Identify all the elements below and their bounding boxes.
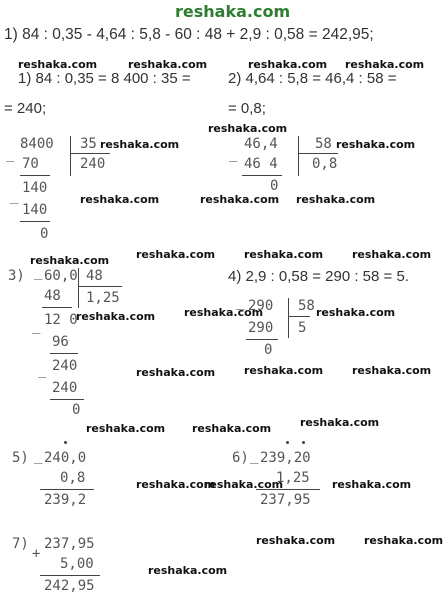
watermark: reshaka.com xyxy=(86,422,166,435)
step1-rule xyxy=(20,221,50,222)
step4-line: 4) 2,9 : 0,58 = 290 : 58 = 5. xyxy=(228,268,409,285)
step1-step: 0 xyxy=(40,226,49,242)
step1-dividend: 8400 xyxy=(20,136,54,152)
step1-rule xyxy=(20,175,50,176)
step4-dividend: 290 xyxy=(248,298,274,314)
watermark: reshaka.com xyxy=(244,364,324,377)
step4-quotient: 5 xyxy=(298,320,307,336)
step1-step: 140 xyxy=(22,180,48,196)
step2-step: 46 4 xyxy=(244,156,278,172)
step3-label: 3) xyxy=(8,268,25,284)
site-logo: reshaka.com xyxy=(175,2,291,21)
watermark: reshaka.com xyxy=(316,306,396,319)
watermark: reshaka.com xyxy=(332,478,412,491)
step6-top: 239,20 xyxy=(260,450,311,466)
watermark: reshaka.com xyxy=(136,478,216,491)
step5-rule xyxy=(40,489,94,490)
step3-step: 240 xyxy=(52,358,78,374)
watermark: reshaka.com xyxy=(364,534,444,547)
step5-label: 5) xyxy=(12,450,29,466)
step3-divisor-line xyxy=(78,268,79,308)
step2-step: 0 xyxy=(270,178,279,194)
step6-label: 6) xyxy=(232,450,249,466)
step3-divisor: 48 xyxy=(86,268,103,284)
step6-dot xyxy=(302,441,305,444)
watermark: reshaka.com xyxy=(300,416,380,429)
step2-quotient-line xyxy=(298,153,338,154)
step1-quotient-line xyxy=(70,153,110,154)
step3-step: 240 xyxy=(52,380,78,396)
step3-dividend: 60,0 xyxy=(44,268,78,284)
step4-step: 290 xyxy=(248,320,274,336)
watermark: reshaka.com xyxy=(244,248,324,261)
step2-divisor: 58 xyxy=(315,136,332,152)
watermark: reshaka.com xyxy=(184,306,264,319)
step7-rule xyxy=(40,575,100,576)
step3-quotient: 1,25 xyxy=(86,290,120,306)
step3-step: 48 xyxy=(44,288,61,304)
step3-quotient-line xyxy=(78,286,122,287)
watermark: reshaka.com xyxy=(100,138,180,151)
step1-minus: _ xyxy=(10,188,19,204)
step6-minus: _ xyxy=(250,448,259,464)
step3-rule xyxy=(42,307,72,308)
watermark: reshaka.com xyxy=(256,534,336,547)
step4-rule xyxy=(246,339,278,340)
watermark: reshaka.com xyxy=(296,193,376,206)
step5-minus: _ xyxy=(34,448,43,464)
step7-label: 7) xyxy=(12,536,29,552)
step4-divisor-line xyxy=(288,298,289,338)
step7-top: 237,95 xyxy=(44,536,95,552)
step5-dot xyxy=(64,441,67,444)
watermark: reshaka.com xyxy=(18,58,98,71)
header-equation: 1) 84 : 0,35 - 4,64 : 5,8 - 60 : 48 + 2,9 : 0,58 = 242,95; xyxy=(4,26,374,43)
step6-result: 237,95 xyxy=(260,492,311,508)
watermark: reshaka.com xyxy=(248,58,328,71)
step2-rule xyxy=(242,175,282,176)
step3-rule xyxy=(50,399,84,400)
step3-step: 96 xyxy=(52,334,69,350)
step4-quotient-line xyxy=(288,316,310,317)
step2-line: 2) 4,64 : 5,8 = 46,4 : 58 = xyxy=(228,70,397,87)
step1-divisor: 35 xyxy=(80,136,97,152)
watermark: reshaka.com xyxy=(352,248,432,261)
step3-step: 0 xyxy=(72,402,81,418)
step6-dot xyxy=(286,441,289,444)
step7-result: 242,95 xyxy=(44,578,95,594)
watermark: reshaka.com xyxy=(204,478,284,491)
watermark: reshaka.com xyxy=(200,193,280,206)
step1-quotient: 240 xyxy=(80,156,106,172)
step2-minus: _ xyxy=(229,146,238,162)
step5-result: 239,2 xyxy=(44,492,87,508)
step1-line: 1) 84 : 0,35 = 8 400 : 35 = xyxy=(18,70,191,87)
watermark: reshaka.com xyxy=(208,122,288,135)
step3-step: 12 0 xyxy=(44,312,78,328)
step1-result: = 240; xyxy=(4,100,47,117)
step6-sub: 1,25 xyxy=(276,470,310,486)
watermark: reshaka.com xyxy=(336,138,416,151)
step1-step: 140 xyxy=(22,202,48,218)
watermark: reshaka.com xyxy=(148,564,228,577)
step1-step: 70 xyxy=(22,156,39,172)
step2-result: = 0,8; xyxy=(228,100,266,117)
step5-sub: 0,8 xyxy=(60,470,86,486)
watermark: reshaka.com xyxy=(128,58,208,71)
step7-plus: + xyxy=(32,546,41,562)
watermark: reshaka.com xyxy=(76,310,156,323)
watermark: reshaka.com xyxy=(192,422,272,435)
watermark: reshaka.com xyxy=(352,364,432,377)
step5-top: 240,0 xyxy=(44,450,87,466)
watermark: reshaka.com xyxy=(345,58,425,71)
watermark: reshaka.com xyxy=(80,193,160,206)
step3-minus: _ xyxy=(32,318,41,334)
step4-divisor: 58 xyxy=(298,298,315,314)
step3-minus: _ xyxy=(34,264,43,280)
step4-step: 0 xyxy=(264,342,273,358)
step3-minus: _ xyxy=(38,362,47,378)
step2-divisor-line xyxy=(298,136,299,176)
step4-minus: _ xyxy=(236,294,245,310)
step1-divisor-line xyxy=(70,136,71,176)
step7-add: 5,00 xyxy=(60,556,94,572)
watermark: reshaka.com xyxy=(136,248,216,261)
step3-rule xyxy=(50,353,78,354)
step2-quotient: 0,8 xyxy=(312,156,338,172)
step1-minus: _ xyxy=(6,146,15,162)
step2-dividend: 46,4 xyxy=(244,136,278,152)
watermark: reshaka.com xyxy=(136,366,216,379)
watermark: reshaka.com xyxy=(30,254,110,267)
